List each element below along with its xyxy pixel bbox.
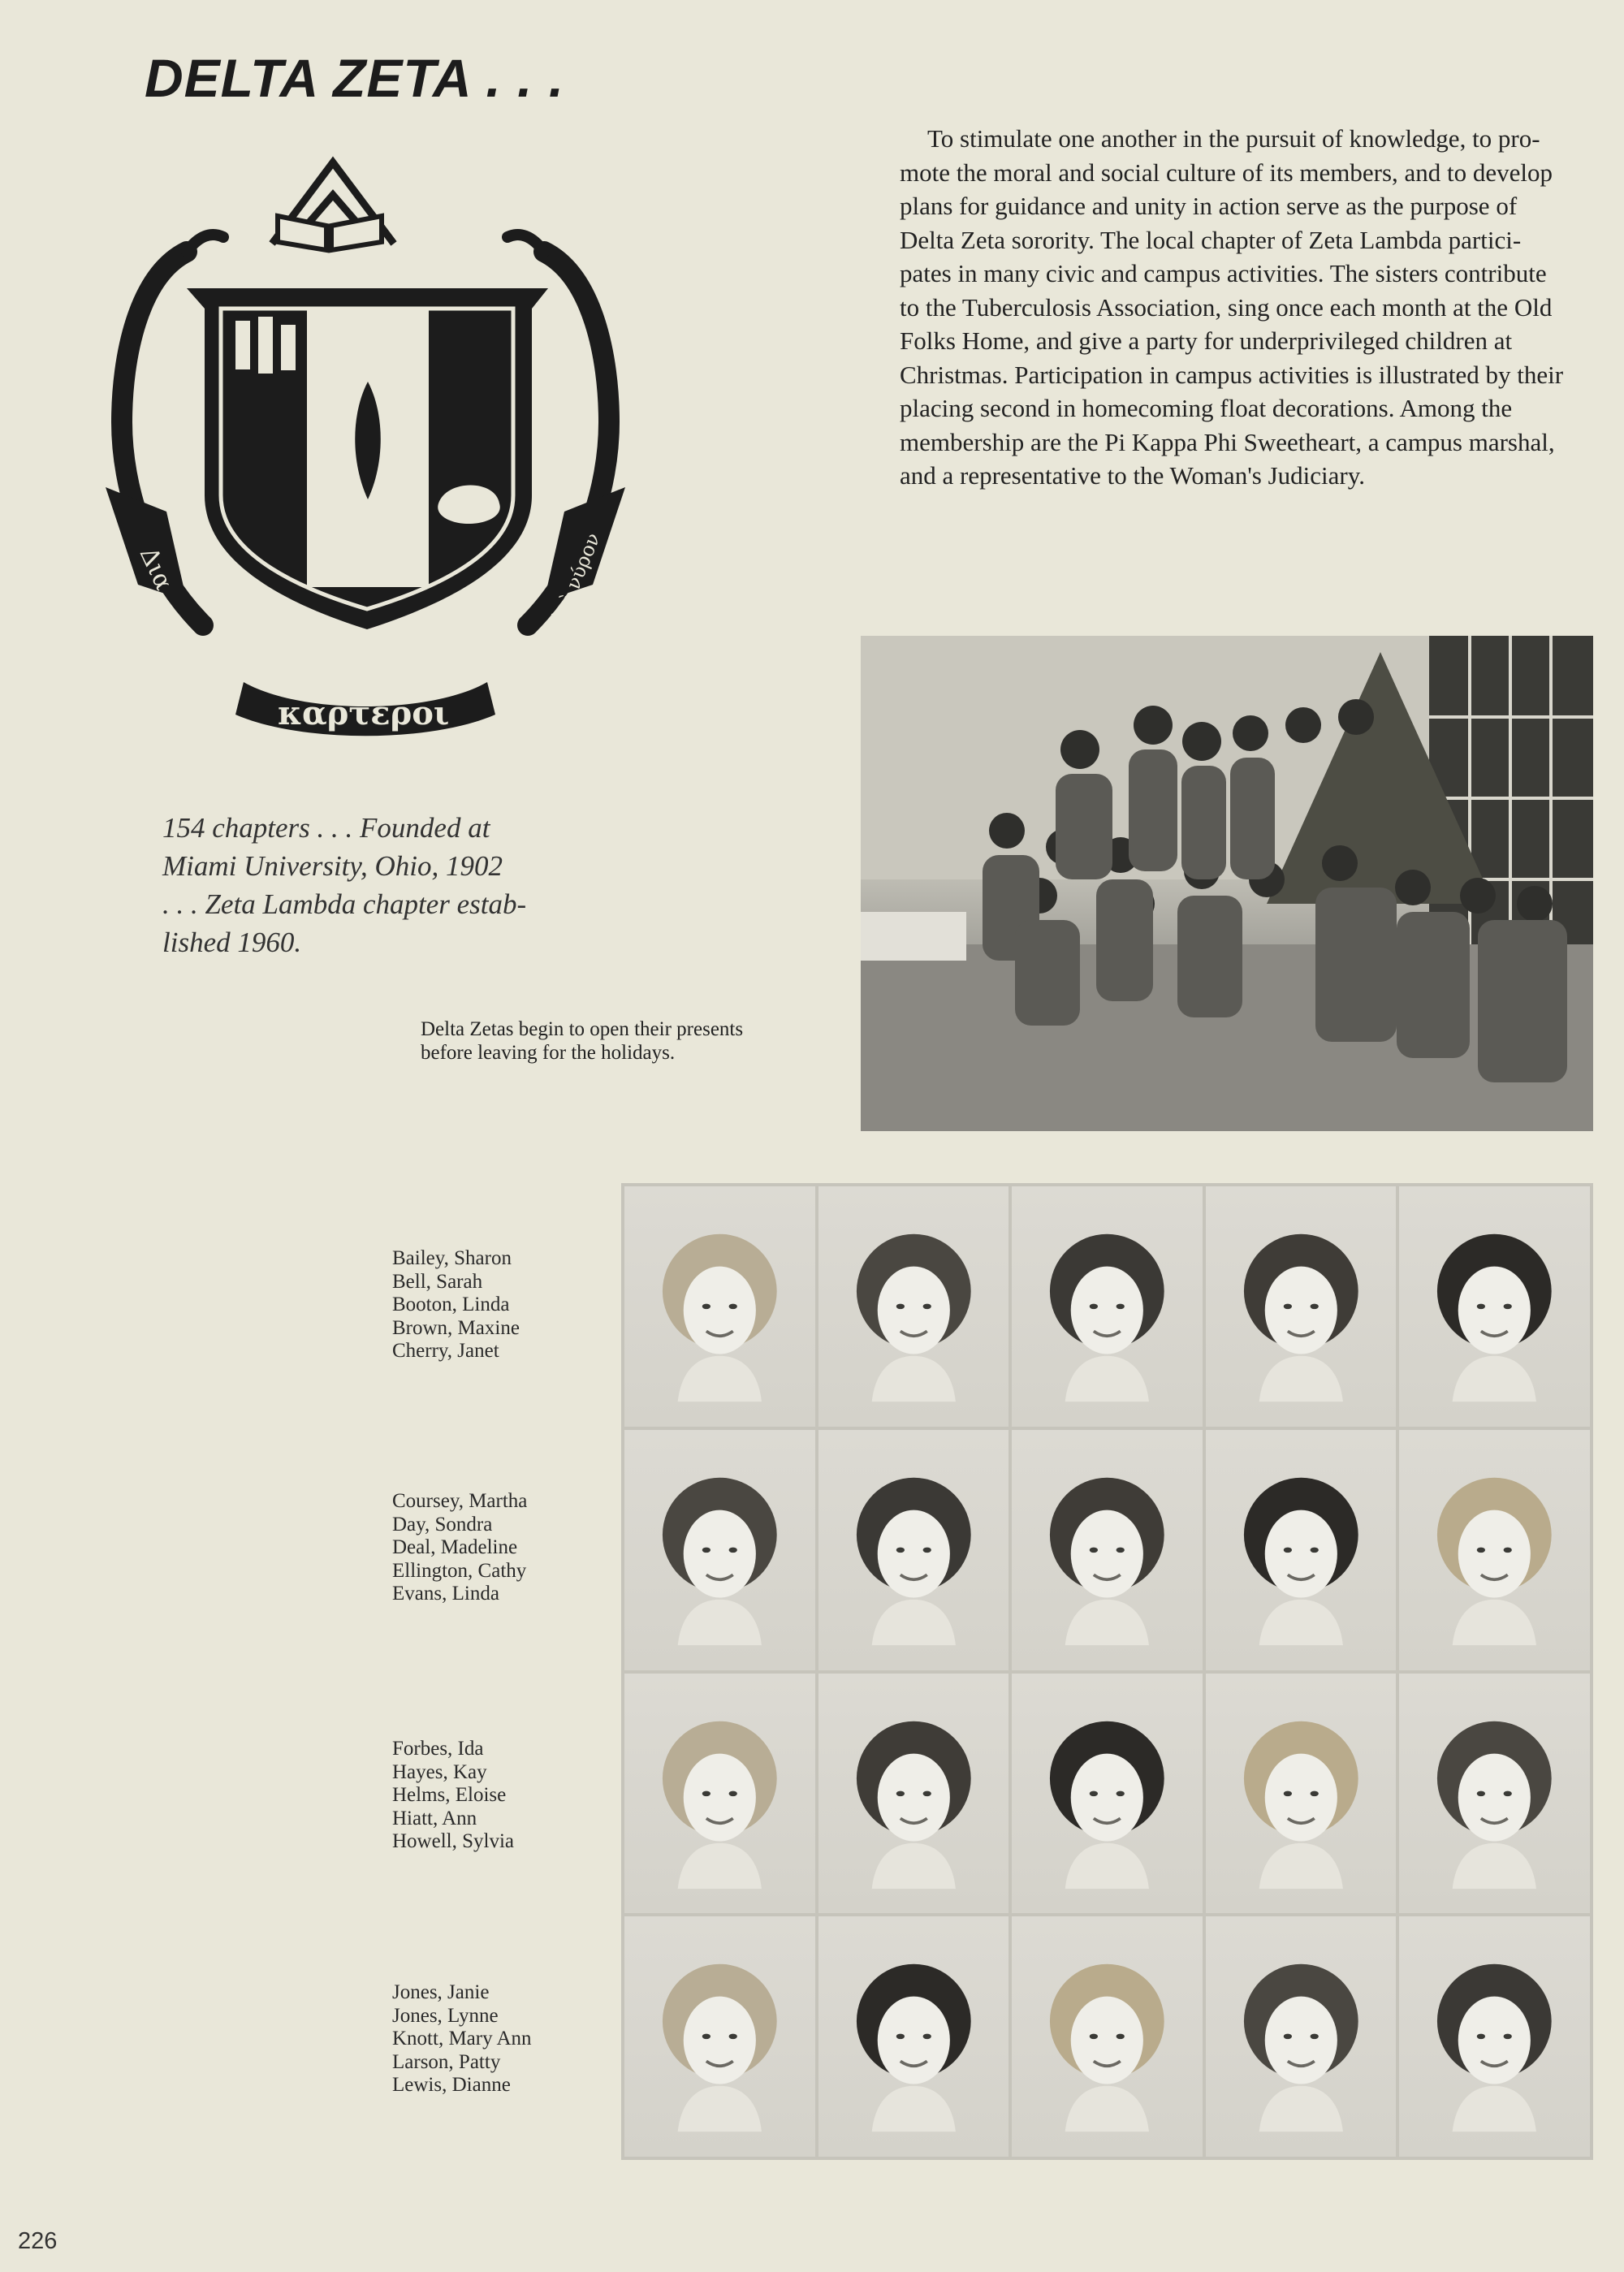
- motto-right: ἐπὶ νύρον: [547, 529, 605, 628]
- portrait-silhouette: [818, 1674, 1009, 1914]
- member-name: Larson, Patty: [392, 2050, 501, 2073]
- group-photo: [861, 636, 1593, 1131]
- member-name: Lewis, Dianne: [392, 2074, 511, 2096]
- member-name: Day, Sondra: [392, 1513, 493, 1536]
- member-name: Booton, Linda: [392, 1294, 510, 1315]
- member-name: Jones, Janie: [392, 1981, 490, 2003]
- member-portrait: [1012, 1430, 1203, 1670]
- member-name: Cherry, Janet: [392, 1340, 499, 1362]
- portrait-silhouette: [624, 1186, 815, 1427]
- portrait-silhouette: [818, 1186, 1009, 1427]
- roster-names-row-4: [392, 1981, 603, 2097]
- member-portrait: [1206, 1430, 1397, 1670]
- candles-icon: [235, 317, 296, 374]
- chapter-description: [900, 122, 1624, 493]
- portrait-silhouette: [1012, 1186, 1203, 1427]
- description-line: Folks Home, and give a party for underprivileged children at: [900, 326, 1513, 355]
- member-name: Knott, Mary Ann: [392, 2028, 532, 2050]
- member-name: Forbes, Ida: [392, 1738, 484, 1760]
- member-name: Helms, Eloise: [392, 1784, 507, 1806]
- portrait-silhouette: [1206, 1430, 1397, 1670]
- member-portrait: [818, 1430, 1009, 1670]
- facts-line: 154 chapters . . . Founded at: [162, 812, 490, 844]
- portrait-silhouette: [1399, 1916, 1590, 2157]
- description-line: Christmas. Participation in campus activities is illustrated by their: [900, 360, 1564, 389]
- member-portrait: [1399, 1916, 1590, 2157]
- book-icon: [278, 216, 382, 250]
- member-portrait: [1399, 1674, 1590, 1914]
- roster-names-row-3: [392, 1738, 603, 1854]
- motto-left: Δια: [133, 542, 179, 595]
- portrait-silhouette: [1206, 1186, 1397, 1427]
- member-name: Evans, Linda: [392, 1583, 499, 1605]
- roster-names-row-2: [392, 1490, 603, 1606]
- member-portrait: [1206, 1916, 1397, 2157]
- description-line: placing second in homecoming float decorations. Among the: [900, 394, 1513, 422]
- portrait-silhouette: [818, 1430, 1009, 1670]
- member-portrait: [1399, 1186, 1590, 1427]
- member-name: Brown, Maxine: [392, 1316, 520, 1339]
- member-portrait: [624, 1674, 815, 1914]
- member-name: Jones, Lynne: [392, 2004, 499, 2027]
- description-line: membership are the Pi Kappa Phi Sweetheart, a campus marshal,: [900, 427, 1555, 456]
- member-portrait: [818, 1916, 1009, 2157]
- portrait-silhouette: [1399, 1430, 1590, 1670]
- member-name: Deal, Madeline: [392, 1536, 518, 1558]
- facts-line: . . . Zeta Lambda chapter estab-: [162, 888, 527, 920]
- portrait-silhouette: [1399, 1674, 1590, 1914]
- description-line: plans for guidance and unity in action serve as the purpose of: [900, 192, 1518, 220]
- portrait-grid: [621, 1183, 1593, 2160]
- photo-caption: [421, 1017, 843, 1065]
- member-name: Hiatt, Ann: [392, 1807, 477, 1829]
- portrait-silhouette: [624, 1674, 815, 1914]
- roster-names-row-1: [392, 1247, 603, 1363]
- group-photo-scene: [861, 636, 1593, 1131]
- member-portrait: [1206, 1674, 1397, 1914]
- member-name: Coursey, Martha: [392, 1490, 528, 1512]
- description-line: mote the moral and social culture of its members, and to develop: [900, 158, 1553, 187]
- portrait-silhouette: [818, 1916, 1009, 2157]
- facts-line: lished 1960.: [162, 927, 302, 958]
- member-portrait: [1399, 1430, 1590, 1670]
- page-number: 226: [18, 2228, 58, 2254]
- page-title: DELTA ZETA . . .: [145, 48, 565, 108]
- description-line: Delta Zeta sorority. The local chapter of Zeta Lambda partici-: [900, 225, 1522, 254]
- portrait-silhouette: [1012, 1674, 1203, 1914]
- member-portrait: [1012, 1186, 1203, 1427]
- portrait-silhouette: [624, 1430, 815, 1670]
- member-portrait: [818, 1186, 1009, 1427]
- member-name: Hayes, Kay: [392, 1760, 487, 1783]
- member-portrait: [1012, 1916, 1203, 2157]
- motto-center: καρτεροι: [278, 694, 450, 732]
- member-portrait: [818, 1674, 1009, 1914]
- description-line: pates in many civic and campus activities. The sisters contribute: [900, 259, 1547, 287]
- member-portrait: [624, 1430, 815, 1670]
- portrait-silhouette: [624, 1916, 815, 2157]
- member-name: Bailey, Sharon: [392, 1247, 512, 1269]
- chapter-facts: [162, 809, 585, 961]
- caption-line: before leaving for the holidays.: [421, 1042, 676, 1064]
- description-line: to the Tuberculosis Association, sing once each month at the Old: [900, 292, 1553, 322]
- member-portrait: [1206, 1186, 1397, 1427]
- description-line: To stimulate one another in the pursuit of knowledge, to pro-: [927, 124, 1540, 153]
- portrait-silhouette: [1012, 1916, 1203, 2157]
- portrait-silhouette: [1012, 1430, 1203, 1670]
- member-name: Ellington, Cathy: [392, 1559, 527, 1582]
- member-name: Howell, Sylvia: [392, 1830, 514, 1852]
- member-portrait: [624, 1186, 815, 1427]
- caption-line: Delta Zetas begin to open their presents: [421, 1018, 744, 1040]
- member-name: Bell, Sarah: [392, 1270, 483, 1293]
- description-line: and a representative to the Woman's Judiciary.: [900, 461, 1365, 490]
- portrait-silhouette: [1206, 1916, 1397, 2157]
- portrait-silhouette: [1206, 1674, 1397, 1914]
- facts-line: Miami University, Ohio, 1902: [162, 850, 503, 882]
- portrait-silhouette: [1399, 1186, 1590, 1427]
- member-portrait: [624, 1916, 815, 2157]
- sorority-crest: [89, 146, 641, 739]
- member-portrait: [1012, 1674, 1203, 1914]
